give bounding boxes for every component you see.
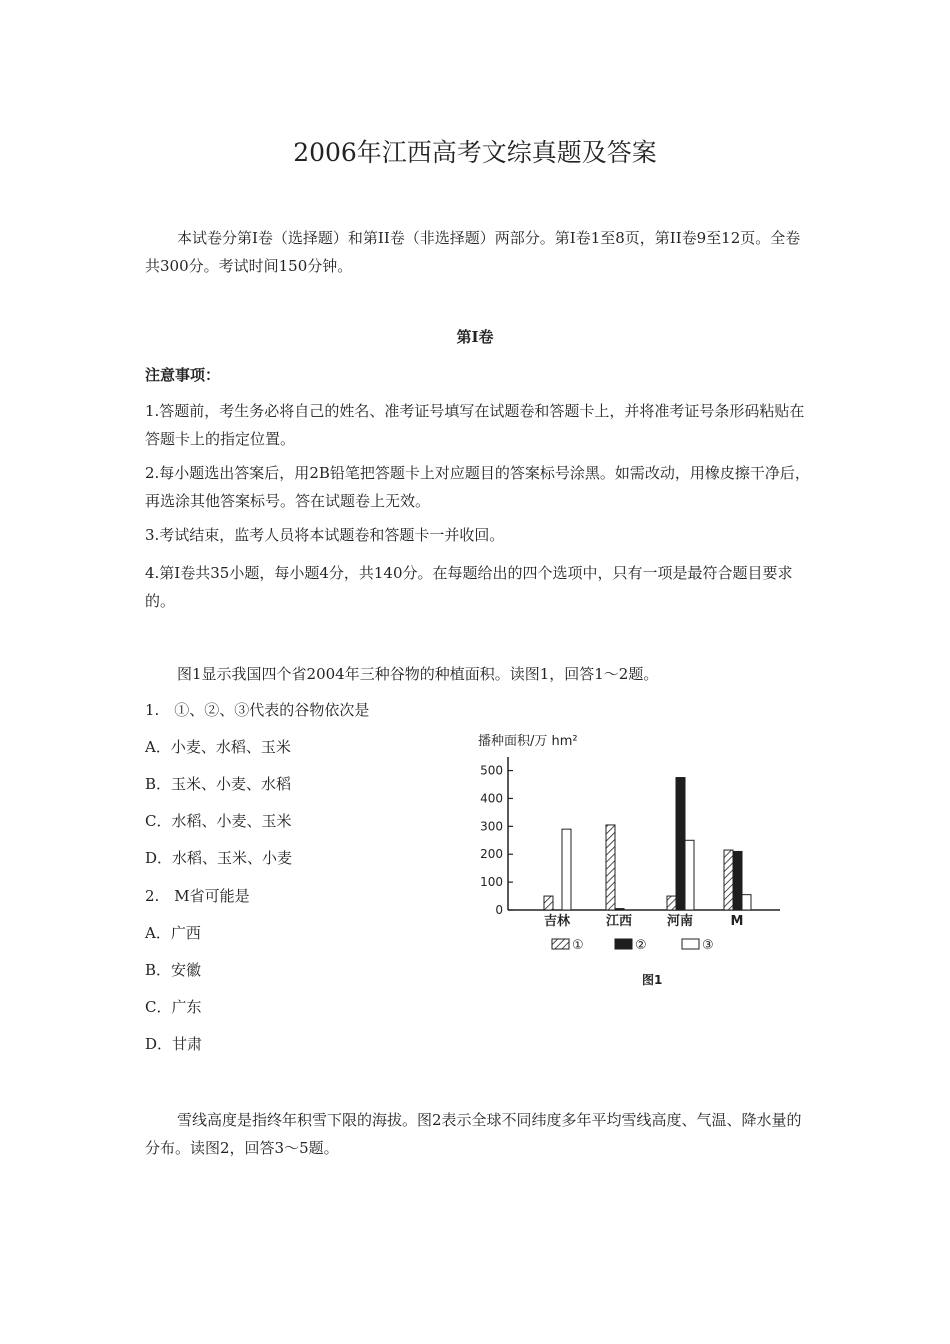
chart-bar [606, 825, 615, 910]
chart-legend-label: ③ [702, 938, 714, 953]
chart-y-tick-label: 400 [480, 791, 503, 806]
page-title: 2006年江西高考文综真题及答案 [293, 138, 657, 167]
intro-paragraph: 本试卷分第I卷（选择题）和第II卷（非选择题）两部分。第I卷1至8页，第II卷9至12页。全卷共300分。考试时间150分钟。 [145, 229, 801, 275]
snowline-intro: 雪线高度是指终年积雪下限的海拔。图2表示全球不同纬度多年平均雪线高度、气温、降水量的分布。读图2，回答3～5题。 [145, 1111, 802, 1157]
chart-bar [676, 778, 685, 910]
question-1-option-b: B．玉米、小麦、水稻 [145, 775, 292, 793]
chart-bar [615, 909, 624, 910]
chart-y-tick-label: 100 [480, 875, 503, 890]
chart-bar [667, 896, 676, 910]
question-2-option-b: B．安徽 [145, 961, 202, 979]
question-1-option-a: A．小麦、水稻、玉米 [145, 738, 291, 756]
chart-legend-swatch [682, 939, 699, 949]
chart-y-label: 播种面积/万 hm² [478, 734, 578, 749]
question-2-option-d: D．甘肃 [145, 1035, 203, 1053]
chart-category-label: 江西 [605, 914, 633, 929]
chart-caption: 图1 [642, 973, 663, 987]
question-1-option-c: C．水稻、小麦、玉米 [145, 812, 292, 830]
notice-item-1: 1.答题前，考生务必将自己的姓名、准考证号填写在试题卷和答题卡上，并将准考证号条形码粘贴在答题卡上的指定位置。 [145, 402, 805, 448]
chart-bar [733, 851, 742, 910]
chart-y-tick-label: 500 [480, 763, 503, 778]
question-2-option-c: C．广东 [145, 998, 202, 1016]
chart-legend-label: ① [572, 938, 584, 953]
grain-area-chart [460, 725, 790, 995]
chart-legend-swatch [615, 939, 632, 949]
chart-y-tick-label: 200 [480, 847, 503, 862]
figure-intro: 图1显示我国四个省2004年三种谷物的种植面积。读图1，回答1～2题。 [177, 665, 659, 683]
chart-y-tick-label: 300 [480, 819, 503, 834]
notice-item-4: 4.第I卷共35小题，每小题4分，共140分。在每题给出的四个选项中，只有一项是最符合题目要求的。 [145, 564, 793, 610]
chart-y-tick-label: 0 [495, 903, 503, 917]
section-title: 第I卷 [456, 328, 494, 346]
chart-bar [562, 829, 571, 910]
question-1-stem: 1. ①、②、③代表的谷物依次是 [145, 701, 370, 719]
notice-heading: 注意事项： [145, 366, 221, 384]
chart-bar [544, 896, 553, 910]
question-2-option-a: A．广西 [145, 924, 201, 942]
question-1-option-d: D．水稻、玉米、小麦 [145, 849, 293, 867]
chart-category-label: 吉林 [543, 914, 571, 929]
chart-legend-label: ② [635, 938, 647, 953]
chart-category-label: 河南 [666, 914, 694, 929]
notice-item-2: 2.每小题选出答案后，用2B铅笔把答题卡上对应题目的答案标号涂黑。如需改动，用橡皮擦干净后，再选涂其他答案标号。答在试题卷上无效。 [145, 464, 810, 510]
chart-legend-swatch [552, 939, 569, 949]
chart-bar [742, 895, 751, 910]
chart-bar [685, 840, 694, 910]
chart-bar [724, 850, 733, 910]
notice-item-3: 3.考试结束，监考人员将本试题卷和答题卡一并收回。 [145, 526, 505, 544]
chart-category-label: M [730, 914, 744, 929]
question-2-stem: 2. M省可能是 [145, 887, 250, 905]
